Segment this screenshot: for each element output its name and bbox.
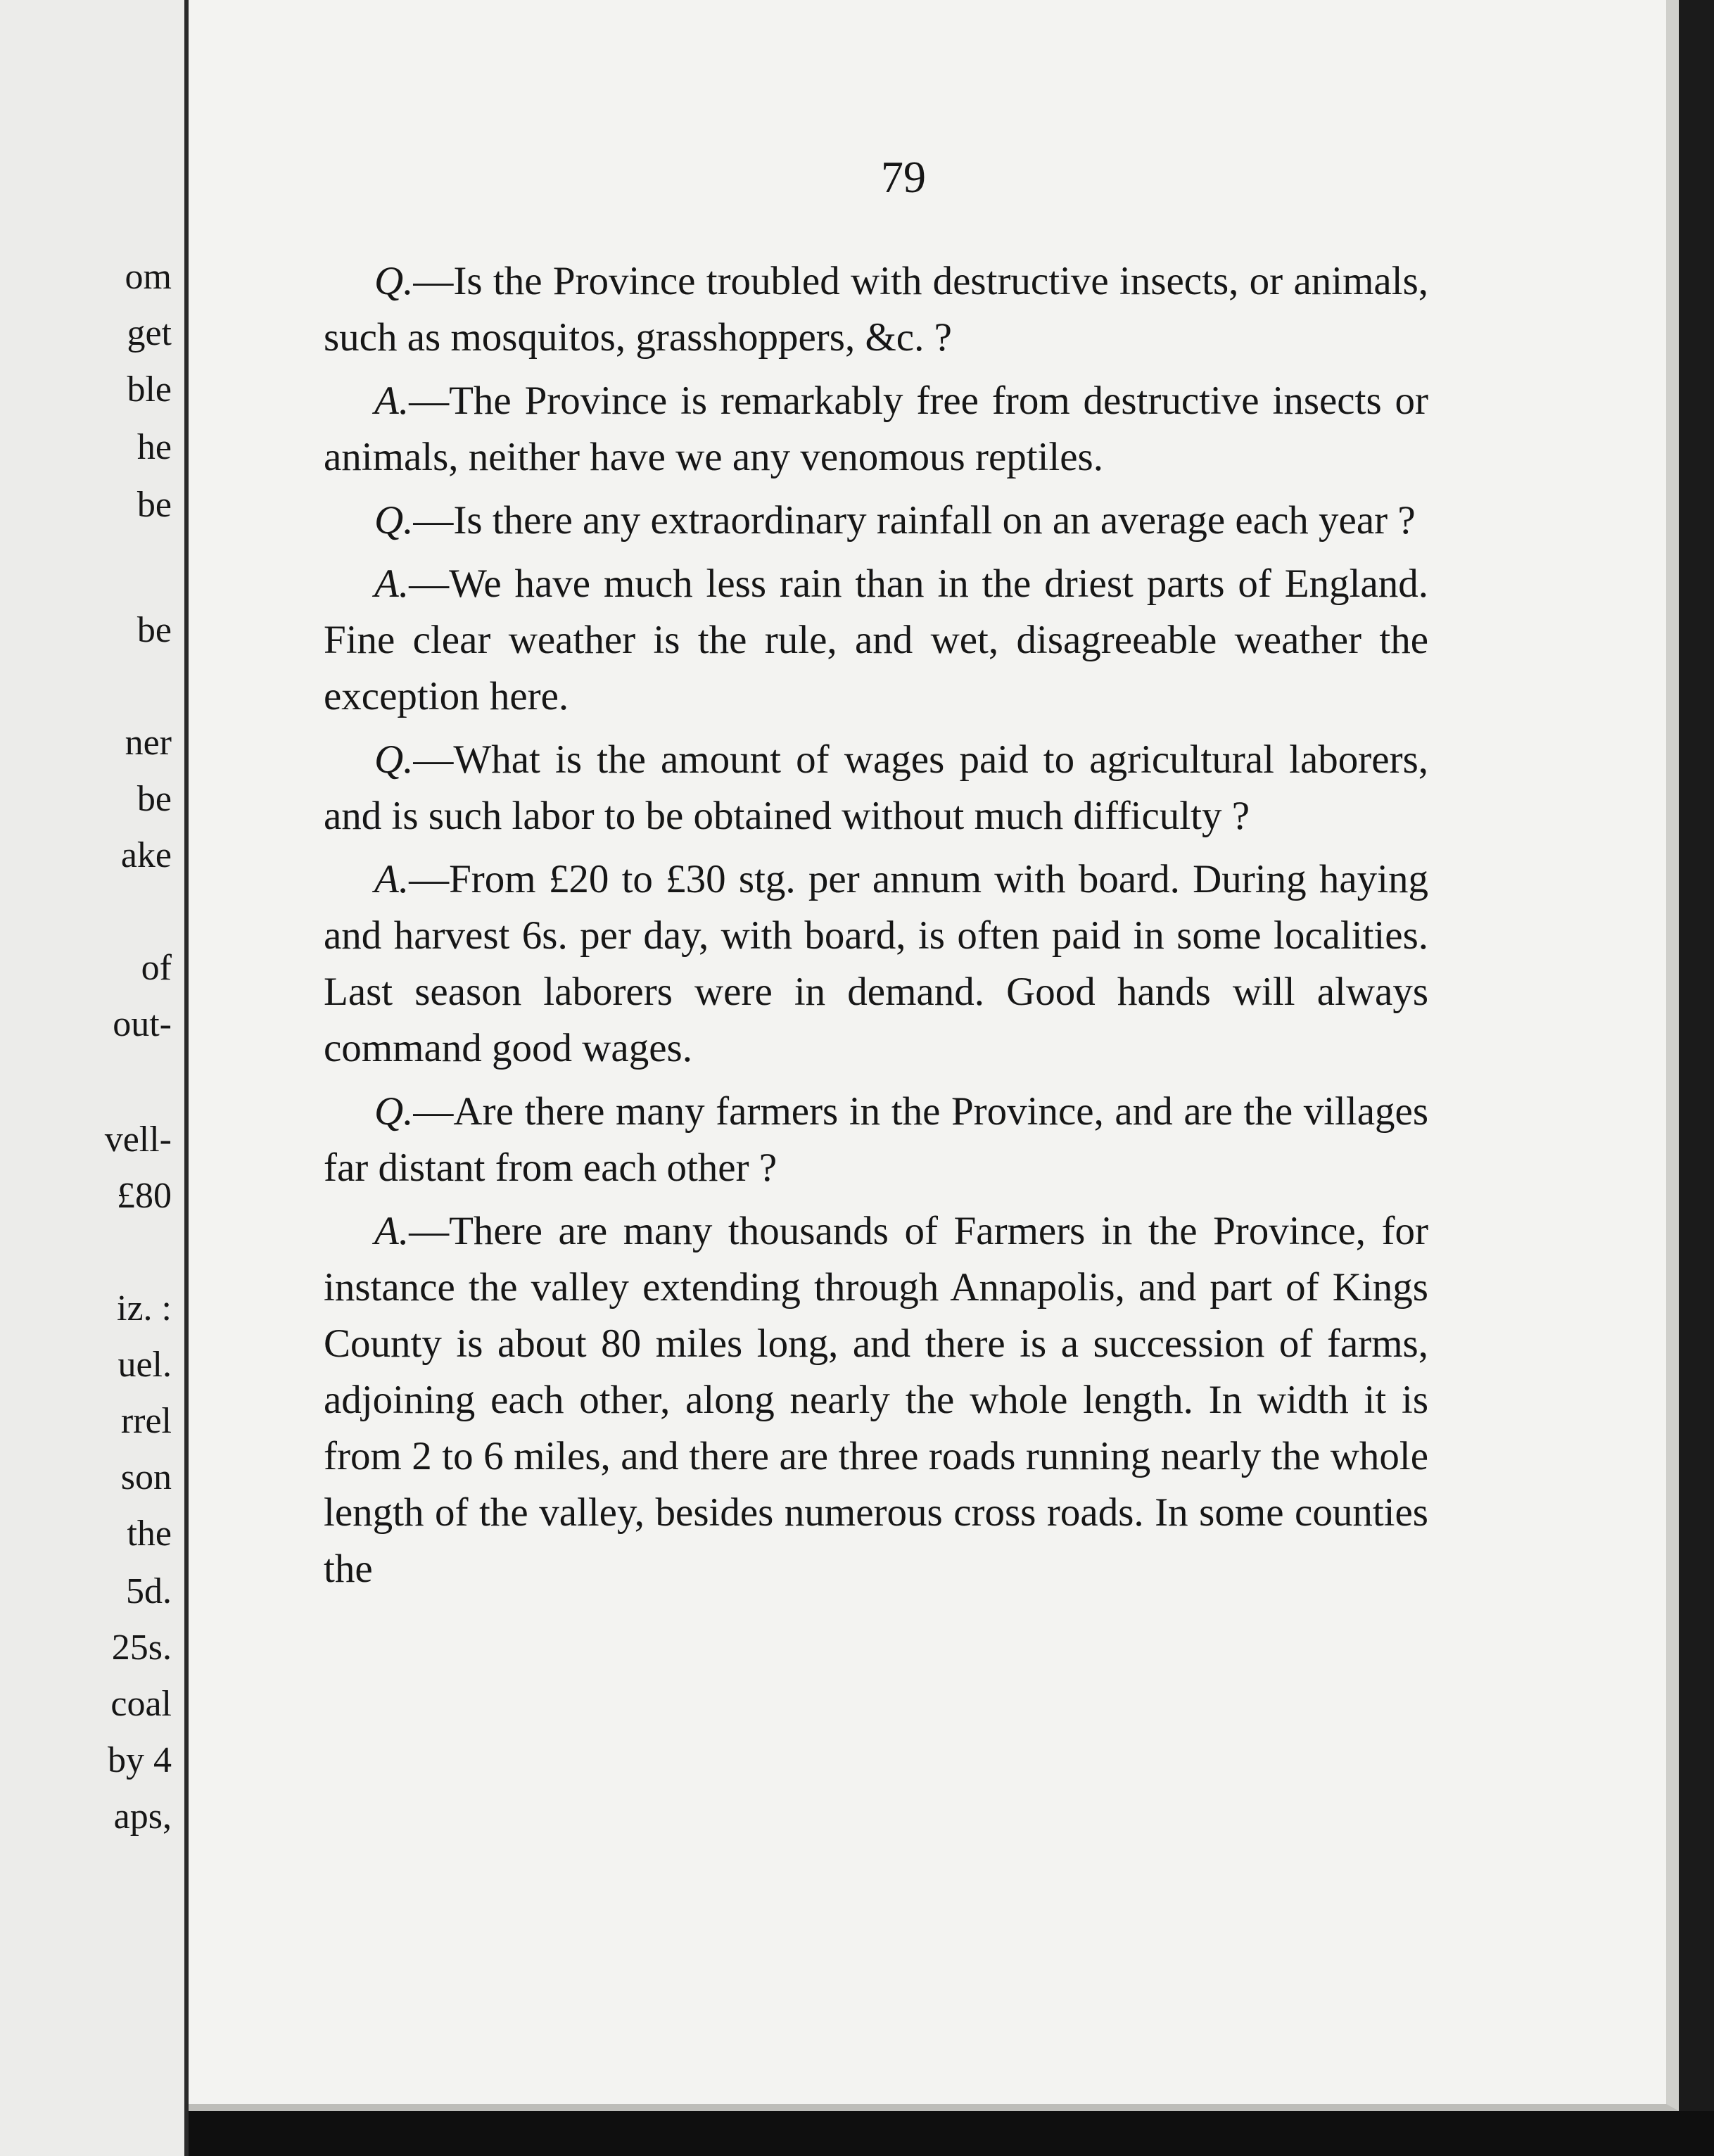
question-paragraph (324, 493, 1428, 549)
left-page-fragment: ake (120, 835, 172, 875)
left-page-fragment: aps, (113, 1796, 172, 1837)
left-page-fragment: he (137, 427, 172, 467)
left-page-fragment: om (125, 257, 172, 297)
question-text: —What is the amount of wages paid to agricultural laborers, and is such labor to be obtained without much difficulty ? (324, 737, 1428, 838)
answer-text: —The Province is remarkably free from destructive insects or animals, neither have we any venomous reptiles. (324, 379, 1428, 479)
question-label: Q. (374, 498, 414, 543)
left-page-fragment: be (137, 485, 172, 525)
left-page-fragment: by 4 (108, 1740, 172, 1780)
answer-paragraph (324, 851, 1428, 1077)
answer-text: —There are many thousands of Farmers in the Province, for instance the valley extending through Annapolis, and part of Kings County is about 80 miles long, and there is a succession of farms, adjoining each other, along nearly the whole length. In width it is from 2 to 6 miles, and there are three roads running nearly the whole length of the valley, besides numerous cross roads. In some counties the (324, 1209, 1428, 1591)
question-text: —Are there many farmers in the Province, and are the villages far distant from each other ? (324, 1089, 1428, 1190)
answer-paragraph (324, 556, 1428, 725)
answer-paragraph (324, 1203, 1428, 1597)
left-page-fragment: ner (125, 723, 172, 763)
left-page-fragment: iz. : (117, 1288, 172, 1329)
question-text: —Is there any extraordinary rainfall on an average each year ? (413, 498, 1416, 543)
question-label: Q. (374, 737, 414, 782)
left-page-fragment: the (127, 1514, 172, 1554)
left-page-fragment: uel. (118, 1345, 172, 1385)
previous-page-edge (0, 0, 189, 2156)
left-page-fragment: get (127, 313, 172, 353)
answer-label: A. (374, 857, 410, 901)
question-label: Q. (374, 1089, 414, 1134)
left-page-fragment: vell- (104, 1120, 172, 1160)
page-body (324, 253, 1428, 1604)
left-page-fragment: out- (113, 1004, 172, 1044)
answer-text: —From £20 to £30 stg. per annum with board. During haying and harvest 6s. per day, with board, is often paid in some localities. Last season laborers were in demand. Good hands will always command good wages. (324, 857, 1428, 1070)
answer-label: A. (374, 1209, 410, 1253)
left-page-fragment: coal (110, 1684, 172, 1724)
left-page-fragment: of (141, 948, 172, 988)
question-text: —Is the Province troubled with destructive insects, or animals, such as mosquitos, grasshoppers, &c. ? (324, 259, 1428, 360)
left-page-fragment: 25s. (111, 1628, 172, 1668)
question-paragraph (324, 253, 1428, 366)
left-page-fragment: £80 (117, 1176, 172, 1216)
question-paragraph (324, 732, 1428, 844)
left-page-fragment: son (120, 1457, 172, 1497)
left-page-fragment: be (137, 779, 172, 819)
left-page-fragment: ble (127, 369, 172, 410)
scan-bottom-edge (189, 2111, 1714, 2156)
question-paragraph (324, 1084, 1428, 1196)
answer-label: A. (374, 562, 410, 606)
left-page-fragment: 5d. (126, 1571, 172, 1611)
page-number: 79 (881, 152, 926, 202)
answer-text: —We have much less rain than in the driest parts of England. Fine clear weather is the rule, and wet, disagreeable weather the exception here. (324, 562, 1428, 718)
answer-label: A. (374, 379, 410, 423)
left-page-fragment: be (137, 610, 172, 650)
question-label: Q. (374, 259, 414, 303)
answer-paragraph (324, 373, 1428, 486)
left-page-fragment: rrel (120, 1401, 172, 1441)
